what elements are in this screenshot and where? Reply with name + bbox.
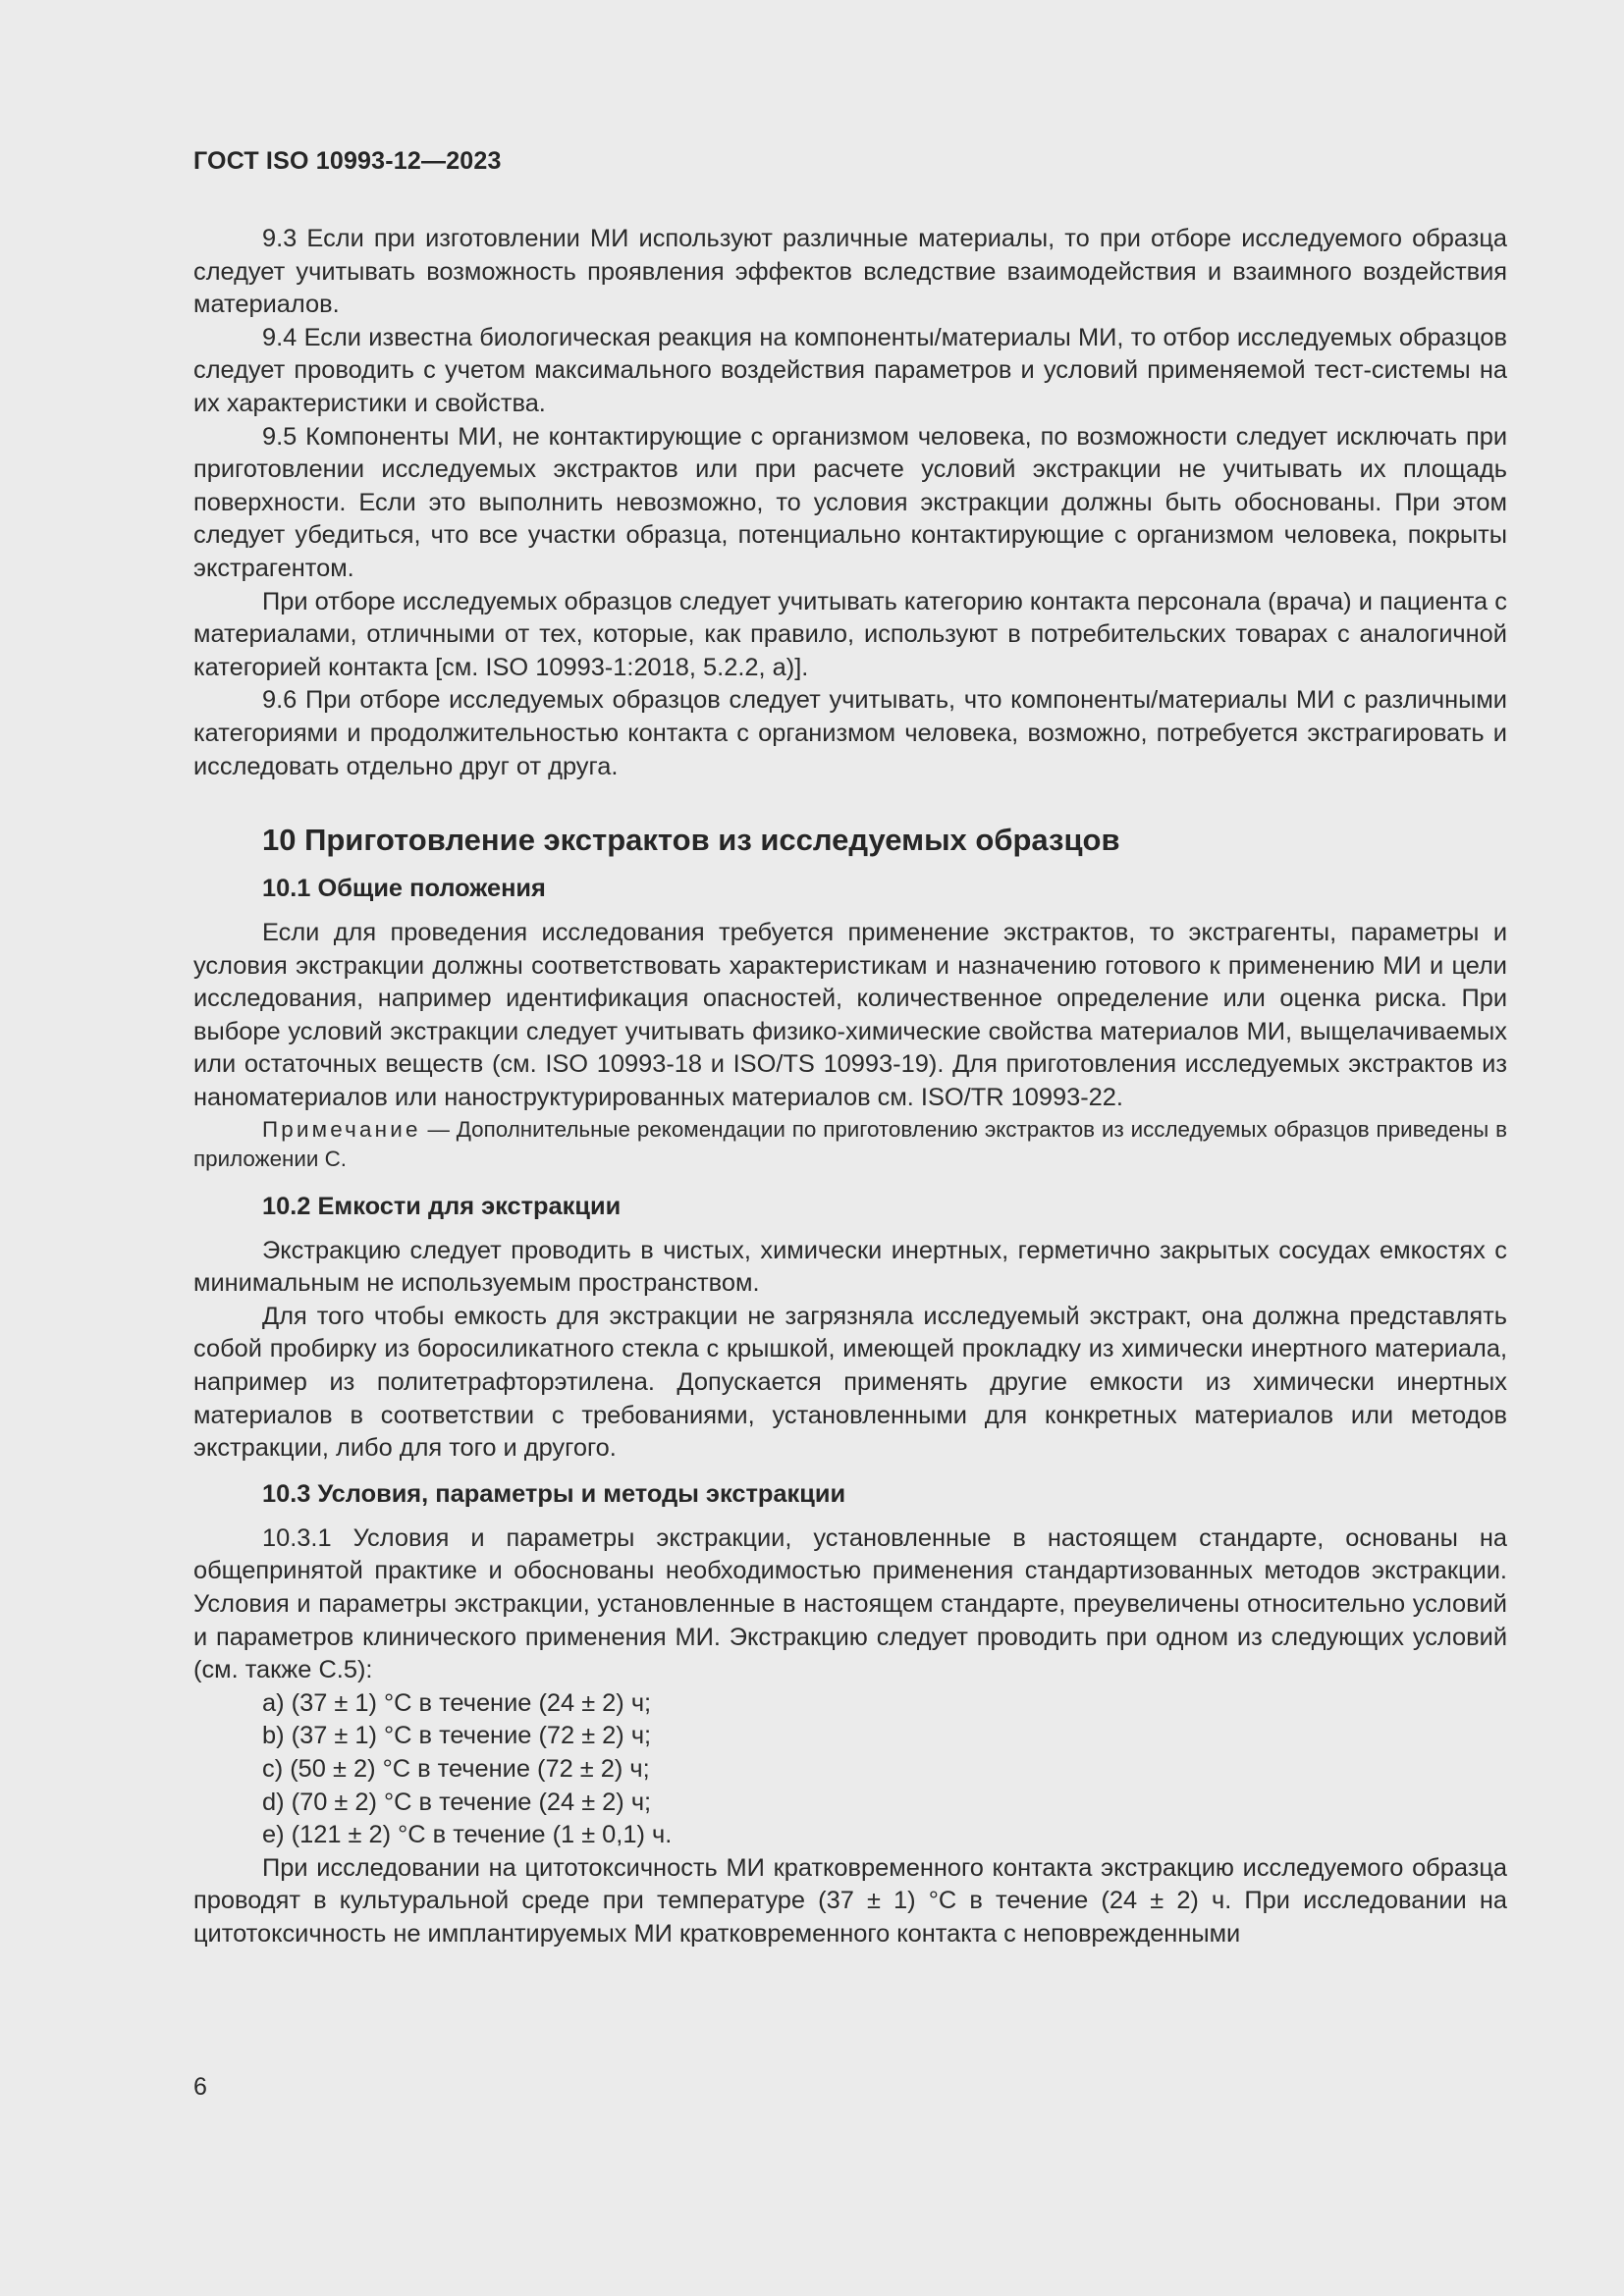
note-label: Примечание xyxy=(262,1116,421,1142)
section-10-heading: 10 Приготовление экстрактов из исследуемых образцов xyxy=(262,823,1120,858)
paragraph-10-2-a: Экстракцию следует проводить в чистых, химически инертных, герметично закрытых сосудах емкостях с минимальным не используемым пространством. xyxy=(193,1236,1507,1298)
page-number: 6 xyxy=(193,2073,207,2101)
list-item-d: d) (70 ± 2) °С в течение (24 ± 2) ч; xyxy=(262,1788,652,1816)
paragraph-9-5-contact: При отборе исследуемых образцов следует учитывать категорию контакта персонала (врача) и пациента с материалами, отличными от тех, которые, как правило, используют в потребительских товарах с аналогичной категорией контакта [см. ISO 10993-1:2018, 5.2.2, a)]. xyxy=(193,587,1507,681)
paragraph-10-1: Если для проведения исследования требуется применение экстрактов, то экстрагенты, параметры и условия экстракции должны соответствовать характеристикам и назначению готового к применению МИ и цели исследования, например идентификация опасностей, количественное определение или оценка риска. При выборе условий экстракции следует учитывать физико-химические свойства материалов МИ, выщелачиваемых или остаточных веществ (см. ISO 10993-18 и ISO/TS 10993-19). Для приготовления исследуемых экстрактов из наноматериалов или наноструктурированных материалов см. ISO/TR 10993-22. xyxy=(193,919,1507,1112)
note-10-1 xyxy=(193,1115,1507,1174)
section-10-1-heading: 10.1 Общие положения xyxy=(262,875,546,903)
list-item-b: b) (37 ± 1) °С в течение (72 ± 2) ч; xyxy=(262,1722,652,1750)
paragraph-10-2-b: Для того чтобы емкость для экстракции не загрязняла исследуемый экстракт, она должна представлять собой пробирку из боросиликатного стекла с крышкой, имеющей прокладку из химически инертного материала, например из политетрафторэтилена. Допускается применять другие емкости из химически инертных материалов в соответствии с требованиями, установленными для конкретных материалов или методов экстракции, либо для того и другого. xyxy=(193,1302,1507,1463)
section-10-2-heading: 10.2 Емкости для экстракции xyxy=(262,1192,622,1220)
page-content xyxy=(193,223,1507,1951)
paragraph-9-5: 9.5 Компоненты МИ, не контактирующие с организмом человека, по возможности следует исключать при приготовлении исследуемых экстрактов или при расчете условий экстракции не учитывать их площадь поверхности. Если это выполнить невозможно, то условия экстракции должны быть обоснованы. При этом следует убедиться, что все участки образца, потенциально контактирующие с организмом человека, покрыты экстрагентом. xyxy=(193,422,1507,582)
paragraph-10-3-1: 10.3.1 Условия и параметры экстракции, установленные в настоящем стандарте, основаны на общепринятой практике и обоснованы необходимостью применения стандартизованных методов экстракции. Условия и параметры экстракции, установленные в настоящем стандарте, преувеличены относительно условий и параметров клинического применения МИ. Экстракцию следует проводить при одном из следующих условий (см. также С.5): xyxy=(193,1523,1507,1684)
list-item-e: e) (121 ± 2) °С в течение (1 ± 0,1) ч. xyxy=(262,1821,673,1849)
note-text: — Дополнительные рекомендации по приготовлению экстрактов из исследуемых образцов приведены в приложении С. xyxy=(193,1116,1507,1171)
section-10-3-heading: 10.3 Условия, параметры и методы экстракции xyxy=(262,1479,846,1508)
paragraph-10-3-cytotoxicity: При исследовании на цитотоксичность МИ кратковременного контакта экстракцию исследуемого образца проводят в культуральной среде при температуре (37 ± 1) °С в течение (24 ± 2) ч. При исследовании на цитотоксичность не имплантируемых МИ кратковременного контакта с неповрежденными xyxy=(193,1853,1507,1948)
list-item-c: c) (50 ± 2) °С в течение (72 ± 2) ч; xyxy=(262,1754,650,1783)
paragraph-9-3: 9.3 Если при изготовлении МИ используют различные материалы, то при отборе исследуемого образца следует учитывать возможность проявления эффектов вследствие взаимодействия и взаимного воздействия материалов. xyxy=(193,225,1507,319)
paragraph-9-6: 9.6 При отборе исследуемых образцов следует учитывать, что компоненты/материалы МИ с различными категориями и продолжительностью контакта с организмом человека, возможно, потребуется экстрагировать и исследовать отдельно друг от друга. xyxy=(193,686,1507,780)
list-item-a: a) (37 ± 1) °С в течение (24 ± 2) ч; xyxy=(262,1688,652,1717)
document-header: ГОСТ ISO 10993-12—2023 xyxy=(193,147,502,175)
paragraph-9-4: 9.4 Если известна биологическая реакция на компоненты/материалы МИ, то отбор исследуемых образцов следует проводить с учетом максимального воздействия параметров и условий применяемой тест-системы на их характеристики и свойства. xyxy=(193,323,1507,417)
